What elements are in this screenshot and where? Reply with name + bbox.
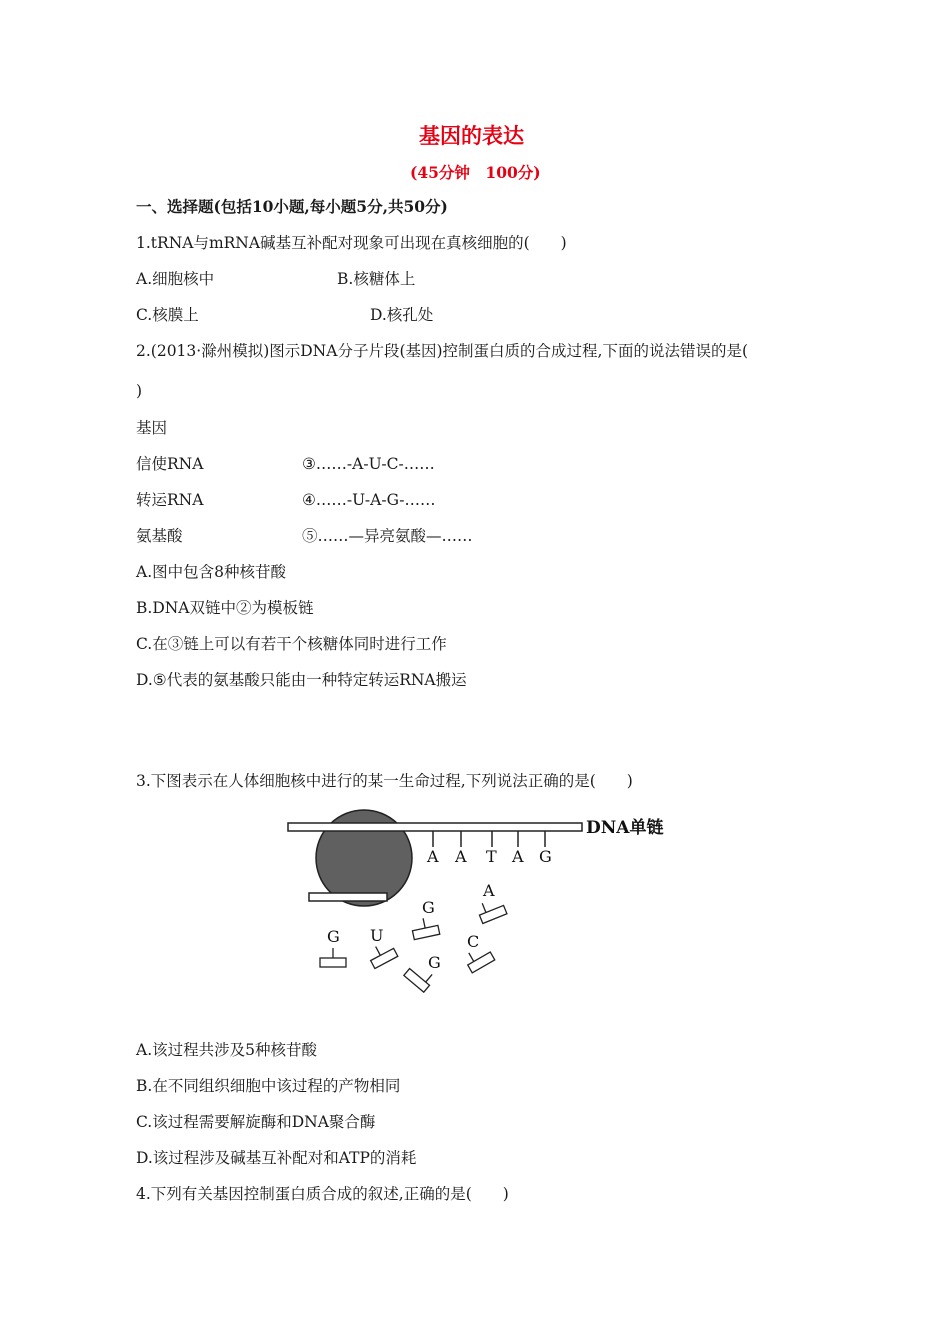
template-base: G — [539, 847, 552, 866]
question-2-stem: 2.(2013·滁州模拟)图示DNA分子片段(基因)控制蛋白质的合成过程,下面的说法错误的是( — [136, 342, 749, 360]
dna-strand — [288, 823, 582, 831]
template-base: A — [455, 847, 467, 866]
free-base: A — [483, 881, 495, 900]
transcription-diagram — [280, 805, 680, 1000]
question-1-option-d[interactable]: D.核孔处 — [370, 306, 434, 324]
question-3-option-c[interactable]: C.该过程需要解旋酶和DNA聚合酶 — [136, 1113, 376, 1131]
gene-label: 基因 — [136, 419, 168, 437]
free-nucleotide — [476, 896, 507, 923]
template-base: A — [512, 847, 524, 866]
nascent-rna — [309, 893, 387, 901]
question-2-option-a[interactable]: A.图中包含8种核苷酸 — [136, 563, 286, 581]
trna-sequence: ④……-U-A-G-…… — [302, 491, 436, 509]
free-nucleotide — [320, 948, 346, 967]
dna-strand-label: DNA单链 — [586, 818, 664, 838]
mrna-label: 信使RNA — [136, 455, 204, 473]
question-3-option-b[interactable]: B.在不同组织细胞中该过程的产物相同 — [136, 1077, 401, 1095]
page-title: 基因的表达 — [419, 123, 524, 148]
free-base: C — [467, 932, 480, 951]
template-base: A — [427, 847, 439, 866]
page-subtitle: (45分钟 100分) — [410, 163, 541, 182]
trna-label: 转运RNA — [136, 491, 204, 509]
template-base: T — [486, 847, 497, 866]
question-2-option-d[interactable]: D.⑤代表的氨基酸只能由一种特定转运RNA搬运 — [136, 671, 467, 689]
section-heading: 一、选择题(包括10小题,每小题5分,共50分) — [136, 197, 448, 216]
question-3-stem: 3.下图表示在人体细胞核中进行的某一生命过程,下列说法正确的是( ) — [136, 772, 633, 790]
question-3-option-d[interactable]: D.该过程涉及碱基互补配对和ATP的消耗 — [136, 1149, 417, 1167]
free-base: G — [422, 898, 435, 917]
mrna-sequence: ③……-A-U-C-…… — [302, 455, 435, 473]
question-1-option-a[interactable]: A.细胞核中 — [136, 270, 215, 288]
question-2-stem-end: ) — [136, 382, 143, 400]
question-1-stem: 1.tRNA与mRNA碱基互补配对现象可出现在真核细胞的( ) — [136, 234, 567, 252]
question-3-option-a[interactable]: A.该过程共涉及5种核苷酸 — [136, 1041, 317, 1059]
question-1-option-b[interactable]: B.核糖体上 — [337, 270, 416, 288]
free-base: U — [370, 926, 384, 945]
amino-acid-label: 氨基酸 — [136, 527, 183, 545]
question-4-stem: 4.下列有关基因控制蛋白质合成的叙述,正确的是( ) — [136, 1185, 509, 1203]
free-base: G — [428, 953, 441, 972]
free-base: G — [327, 927, 340, 946]
amino-acid-sequence: ⑤……—异亮氨酸—…… — [302, 527, 473, 545]
question-1-option-c[interactable]: C.核膜上 — [136, 306, 199, 324]
question-2-option-c[interactable]: C.在③链上可以有若干个核糖体同时进行工作 — [136, 635, 447, 653]
question-2-option-b[interactable]: B.DNA双链中②为模板链 — [136, 599, 314, 617]
free-nucleotide — [410, 916, 439, 940]
